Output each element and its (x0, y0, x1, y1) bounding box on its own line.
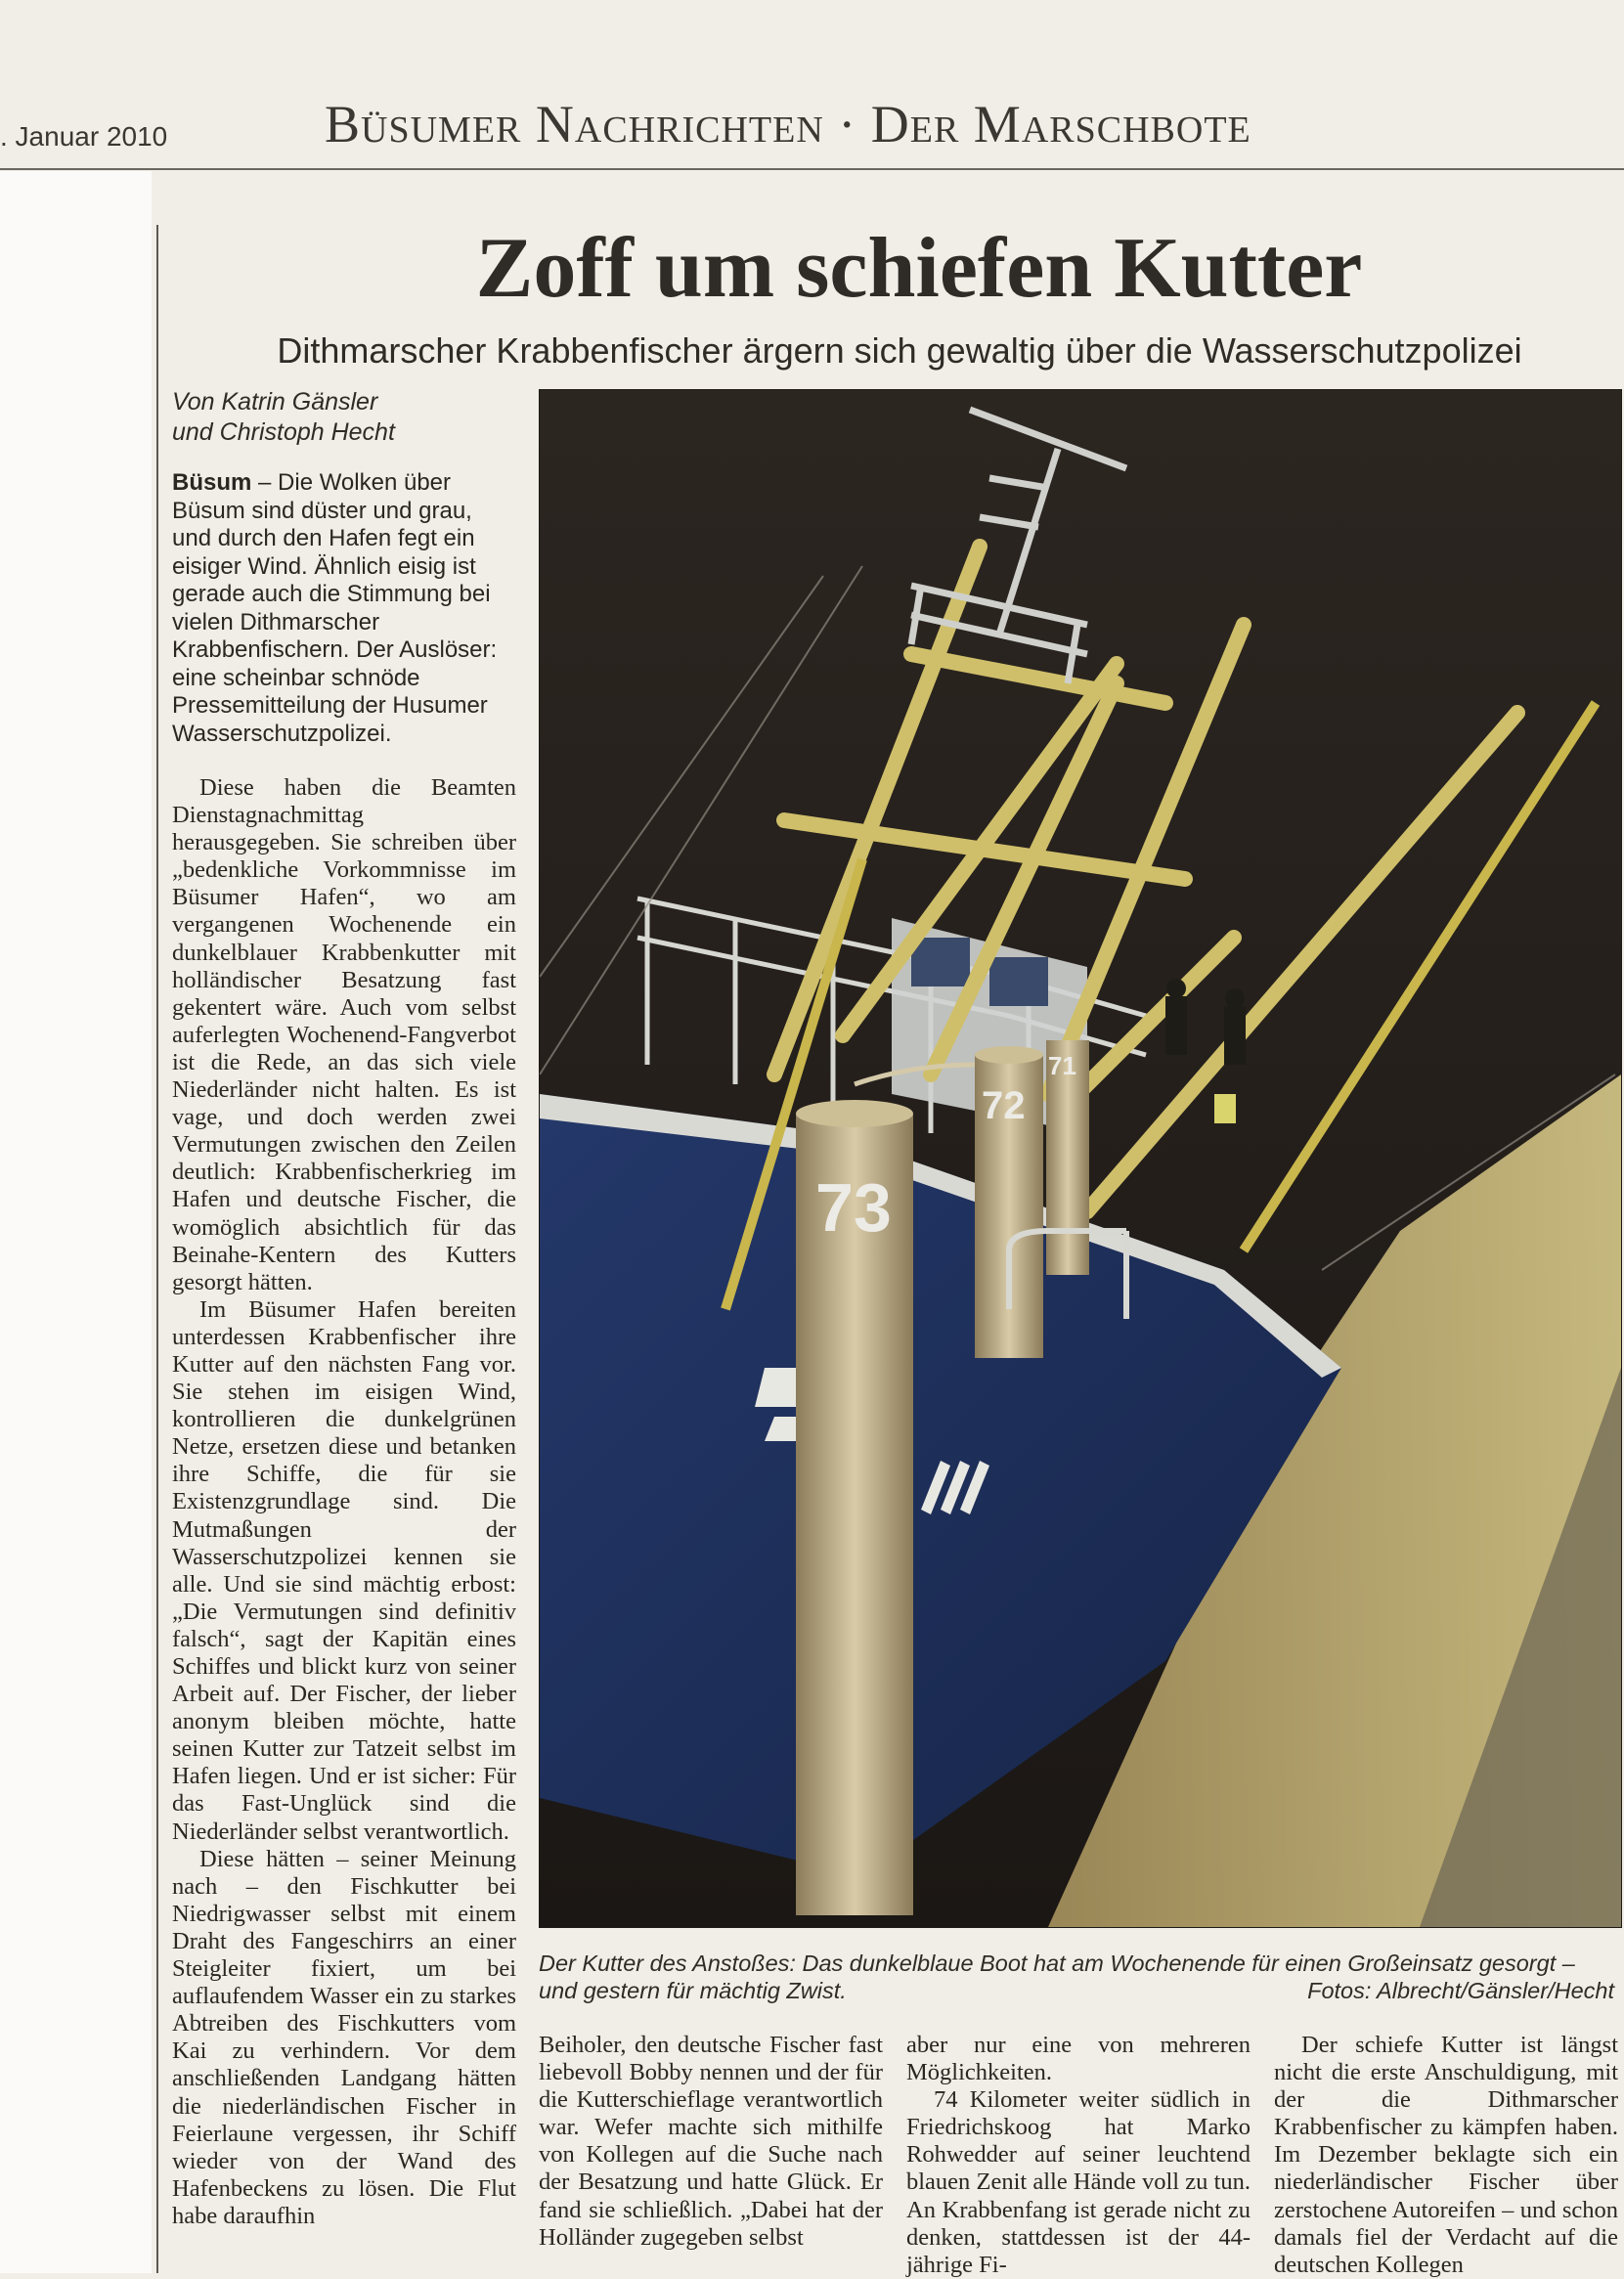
photo-fishing-cutter (539, 389, 1622, 1928)
paragraph: Beiholer, den deutsche Fischer fast liebevoll Bobby nennen und der für die Kutterschieflage verantwortlich war. Wefer machte sich mithilfe von Kollegen auf die Suche nach der Besatzung und hatte Glück. Er fand sie schließlich. „Dabei hat der Holländer zugegeben selbst (539, 2032, 883, 2251)
bollard-73 (796, 1100, 913, 1915)
bollard-71 (1046, 1040, 1089, 1275)
column-2 (539, 2032, 883, 2252)
newspaper-masthead: Büsumer Nachrichten · Der Marschbote (325, 95, 1251, 153)
byline-line-2: und Christoph Hecht (172, 418, 395, 446)
lead-text: – Die Wolken über Büsum sind düster und grau, und durch den Hafen fegt ein eisiger Wind. Ähnlich eisig ist gerade auch die Stimmung bei vielen Dithmarscher Krabbenfischern. Der Auslöser: eine scheinbar schnöde Pressemitteilung der Husumer Wasserschutzpolizei. (172, 469, 498, 747)
article-subhead: Dithmarscher Krabbenfischer ärgern sich gewaltig über die Wasserschutzpolizei (277, 330, 1522, 371)
column-4 (1274, 2032, 1618, 2279)
bollard-label-72: 72 (982, 1084, 1026, 1127)
header-rule (0, 168, 1624, 170)
photo-credit: Fotos: Albrecht/Gänsler/Hecht (1307, 1978, 1614, 2003)
paragraph: Im Büsumer Hafen bereiten unterdessen Krabbenfischer ihre Kutter auf den nächsten Fang vor. Sie stehen im eisigen Wind, kontrollieren die dunkelgrünen Netze, ersetzen diese und betanken ihre Schiffe, die für sie Existenzgrundlage sind. Die Mutmaßungen der Wasserschutzpolizei kennen sie alle. Und sie sind mächtig erbost: „Die Vermutungen sind definitiv falsch“, sagt der Kapitän eines Schiffes und blickt kurz von seiner Arbeit auf. Der Fischer, der lieber anonym bleiben möchte, hatte seinen Kutter zur Tatzeit selbst im Hafen liegen. Und er ist sicher: Für das Fast-Unglück sind die Niederländer selbst verantwortlich. (172, 1295, 516, 1845)
dateline: Büsum (172, 469, 252, 496)
issue-date: . Januar 2010 (0, 121, 168, 152)
byline-line-1: Von Katrin Gänsler (172, 388, 378, 416)
caption-text: Der Kutter des Anstoßes: Das dunkelblaue Boot hat am Wochenende für einen Großeinsatz gesorgt – und gestern für mächtig Zwist. (539, 1950, 1575, 2003)
column-rule (156, 225, 158, 2273)
lead-paragraph (172, 469, 516, 748)
bollard-label-71: 71 (1048, 1051, 1076, 1080)
paragraph: aber nur eine von mehreren Möglichkeiten. (906, 2032, 1251, 2086)
photo-caption (539, 1950, 1618, 2004)
paragraph: 74 Kilometer weiter südlich in Friedrichskoog hat Marko Rohwedder auf seiner leuchtend blauen Zenit alle Hände voll zu tun. An Krabbenfang ist gerade nicht zu denken, stattdessen ist der 44-jährige Fi- (906, 2086, 1251, 2278)
bollard-72 (975, 1046, 1043, 1358)
cutter-photo-illustration (540, 390, 1621, 1927)
column-1 (172, 774, 516, 2230)
paragraph: Der schiefe Kutter ist längst nicht die erste Anschuldigung, mit der die Dithmarscher Krabbenfischer zu kämpfen haben. Im Dezember beklagte sich ein niederländischer Fischer über zerstochene Autoreifen – und schon damals fiel der Verdacht auf die deutschen Kollegen (1274, 2032, 1618, 2278)
paper-edge (0, 171, 152, 2273)
paragraph: Diese haben die Beamten Dienstagnachmittag herausgegeben. Sie schreiben über „bedenkliche Vorkommnisse im Büsumer Hafen“, wo am vergangenen Wochenende ein dunkelblauer Krabbenkutter mit holländischer Besatzung fast gekentert wäre. Auch vom selbst auferlegten Wochenend-Fangverbot ist die Rede, an das sich viele Niederländer nicht halten. Es ist vage, und doch werden zwei Vermutungen zwischen den Zeilen deutlich: Krabbenfischerkrieg im Hafen und deutsche Fischer, die womöglich absichtlich für das Beinahe-Kentern des Kutters gesorgt hätten. (172, 774, 516, 1295)
bollard-label-73: 73 (815, 1169, 892, 1246)
byline (172, 387, 524, 448)
column-3 (906, 2032, 1251, 2279)
paragraph: Diese hätten – seiner Meinung nach – den Fischkutter bei Niedrigwasser selbst mit einem Draht des Fangeschirrs an einer Steigleiter fixiert, um bei auflaufendem Wasser ein zu starkes Abtreiben des Fischkutters vom Kai zu verhindern. Vor dem anschließenden Landgang hätten die niederländischen Fischer in Feierlaune vergessen, ihr Schiff wieder von der Wand des Hafenbeckens zu lösen. Die Flut habe daraufhin (172, 1845, 516, 2229)
article-headline: Zoff um schiefen Kutter (475, 221, 1363, 316)
